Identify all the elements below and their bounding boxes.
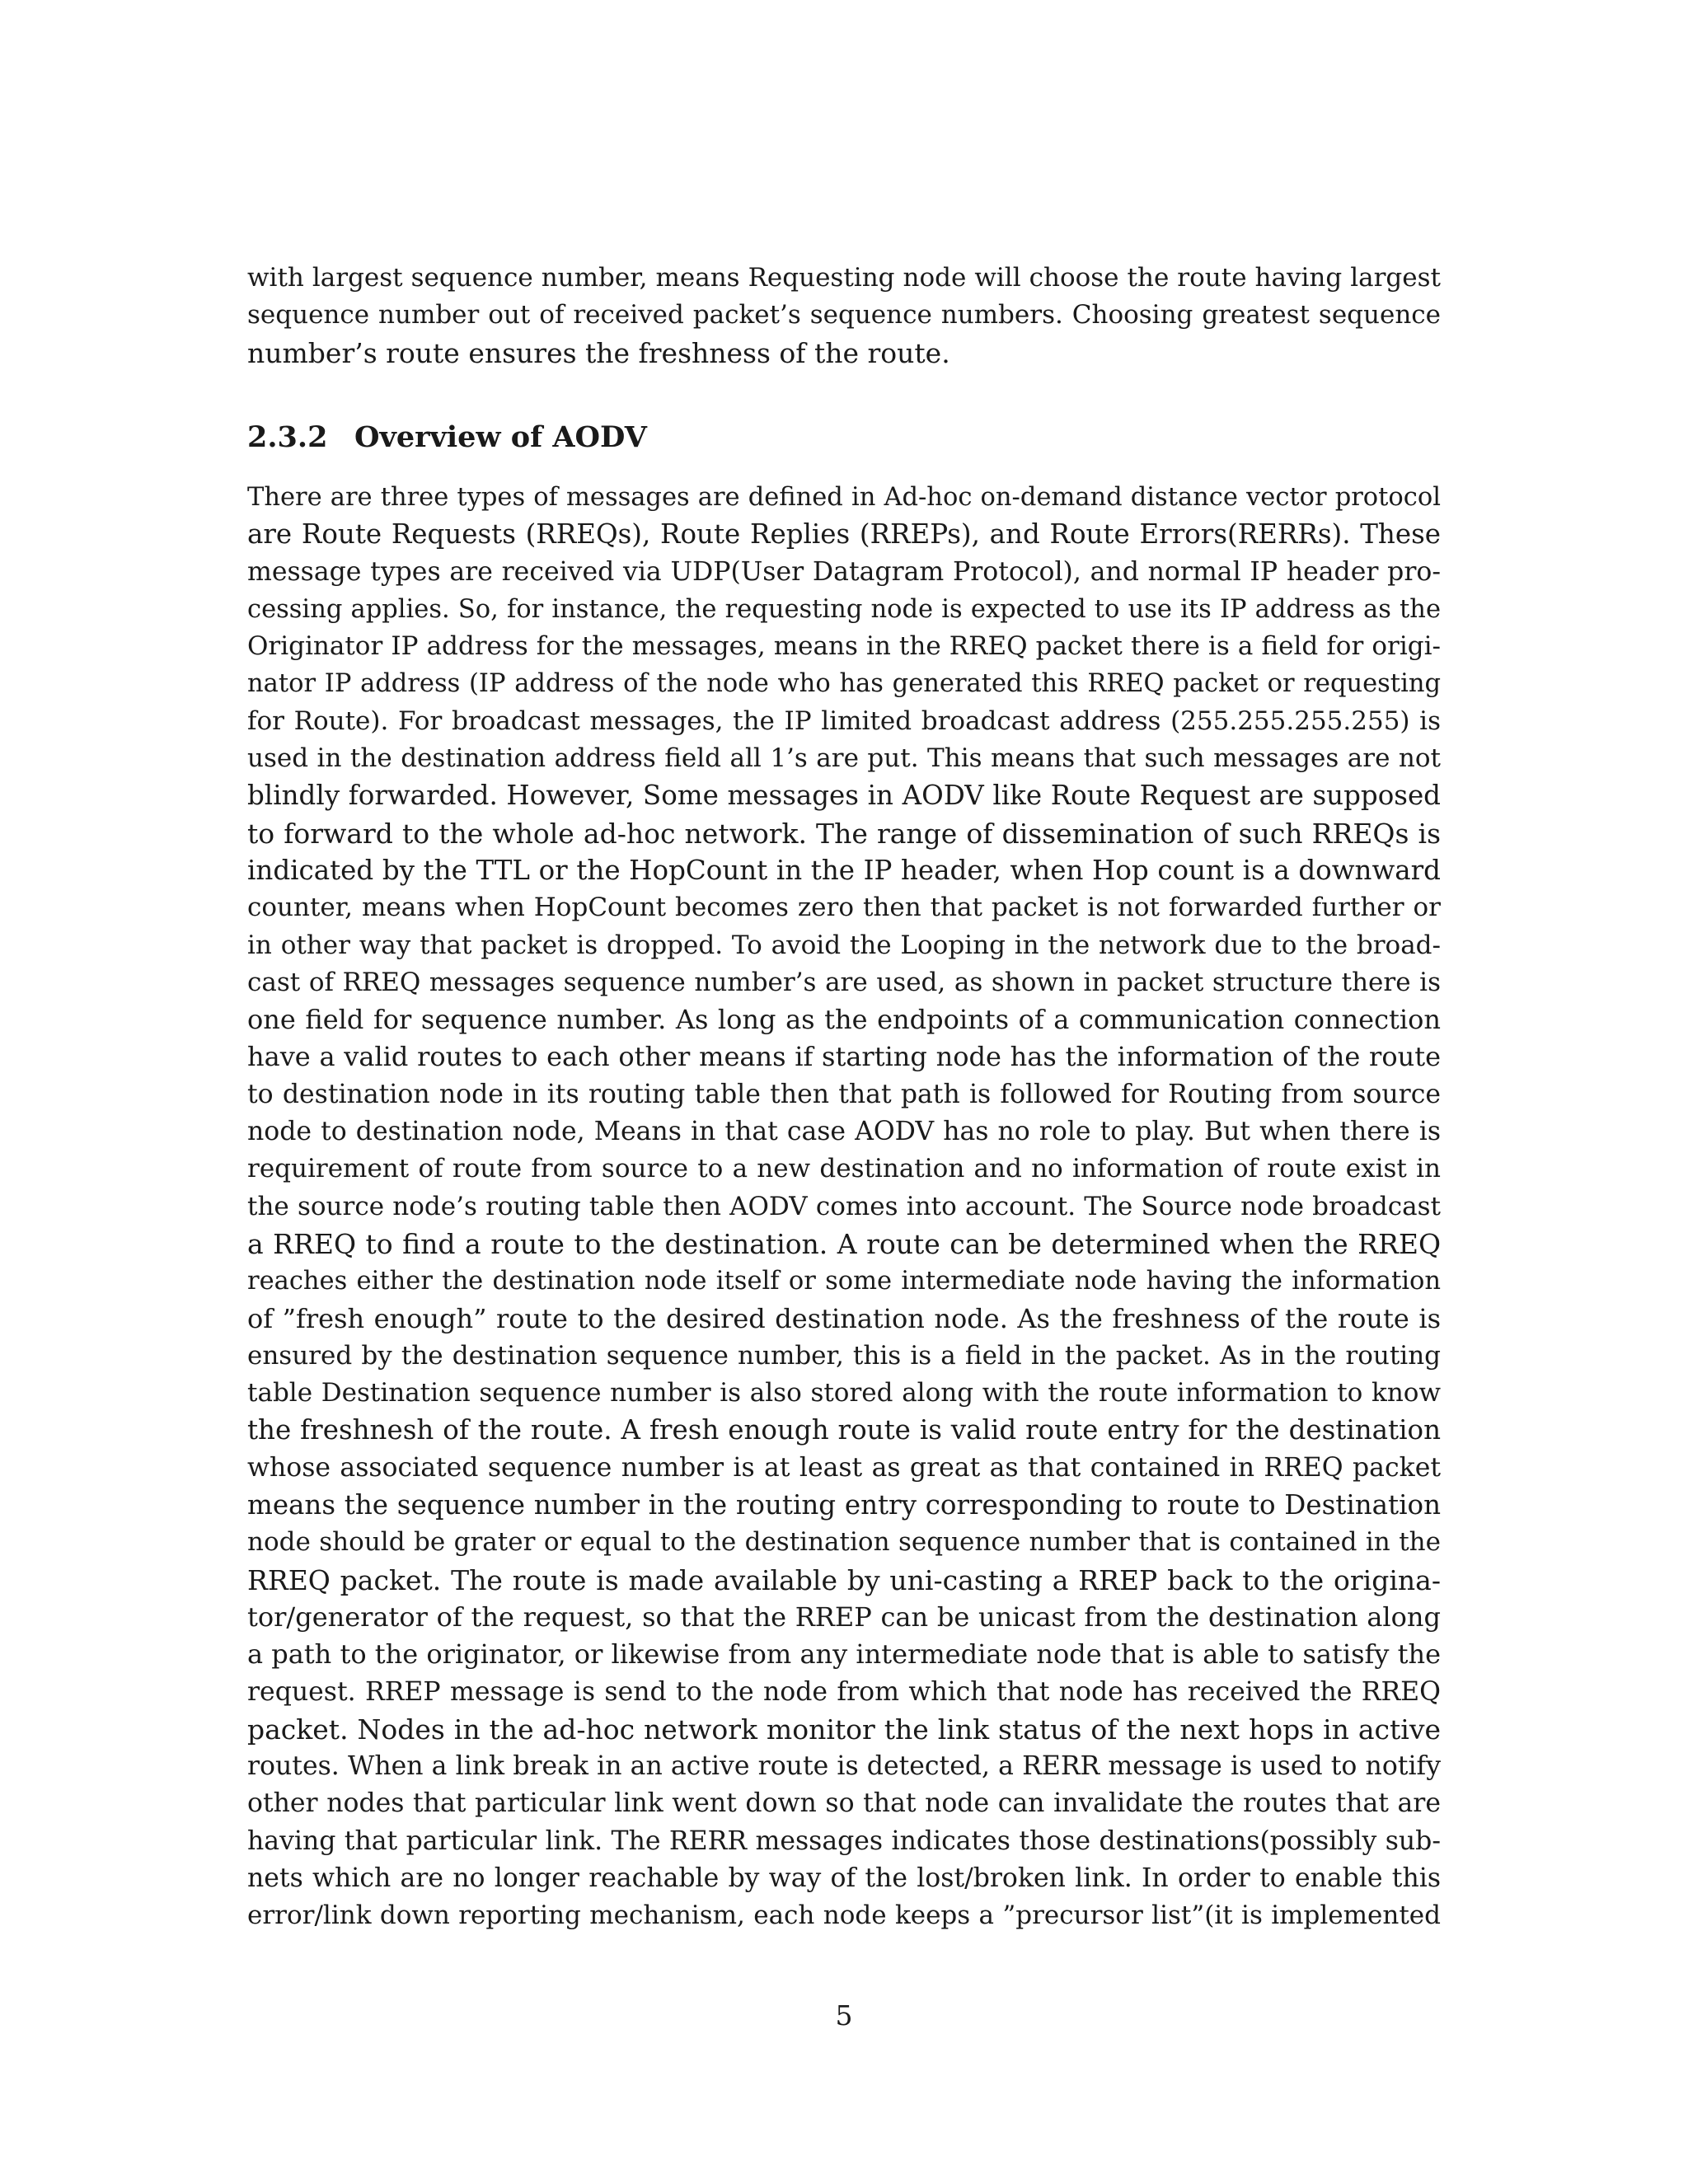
section-body-paragraph (247, 479, 1441, 1935)
text-line: to forward to the whole ad-hoc network. The range of dissemination of such RREQs is (247, 817, 1441, 850)
text-line: Originator IP address for the messages, means in the RREQ packet there is a field for origi- (247, 631, 1441, 662)
text-line: used in the destination address field all 1’s are put. This means that such messages are not (247, 743, 1441, 774)
text-line: requirement of route from source to a new destination and no information of route exist in (247, 1154, 1441, 1184)
section-number: 2.3.2 (247, 420, 328, 454)
text-line: cast of RREQ messages sequence number’s are used, as shown in packet structure there is (247, 967, 1441, 997)
text-line: There are three types of messages are defined in Ad-hoc on-demand distance vector protocol (247, 483, 1441, 512)
text-line: cessing applies. So, for instance, the requesting node is expected to use its IP address as the (247, 594, 1441, 624)
text-line: node should be grater or equal to the destination sequence number that is contained in the (247, 1527, 1441, 1558)
text-line: request. RREP message is send to the node from which that node has received the RREQ (247, 1676, 1441, 1707)
text-line: message types are received via UDP(User Datagram Protocol), and normal IP header pro- (247, 556, 1441, 587)
text-line: ensured by the destination sequence number, this is a field in the packet. As in the routing (247, 1340, 1441, 1371)
text-line: node to destination node, Means in that case AODV has no role to play. But when there is (247, 1117, 1441, 1147)
text-line: indicated by the TTL or the HopCount in the IP header, when Hop count is a downward (247, 854, 1441, 886)
text-line: number’s route ensures the freshness of the route. (247, 336, 950, 369)
text-line: for Route). For broadcast messages, the IP limited broadcast address (255.255.255.255) is (247, 705, 1441, 736)
text-line: with largest sequence number, means Requesting node will choose the route having largest (247, 263, 1441, 293)
text-line: blindly forwarded. However, Some messages in AODV like Route Request are supposed (247, 780, 1441, 812)
text-line: routes. When a link break in an active route is detected, a RERR message is used to notify (247, 1751, 1441, 1782)
text-line: of ”fresh enough” route to the desired destination node. As the freshness of the route is (247, 1302, 1441, 1334)
text-line: are Route Requests (RREQs), Route Replies (RREPs), and Route Errors(RERRs). These (247, 518, 1441, 551)
text-line: have a valid routes to each other means if starting node has the information of the route (247, 1041, 1441, 1073)
text-line: reaches either the destination node itself or some intermediate node having the information (247, 1267, 1441, 1296)
text-line: the freshnesh of the route. A fresh enough route is valid route entry for the destination (247, 1414, 1441, 1446)
text-line: error/link down reporting mechanism, each node keeps a ”precursor list”(it is implemented (247, 1900, 1441, 1931)
text-line: a path to the originator, or likewise from any intermediate node that is able to satisfy the (247, 1638, 1441, 1671)
text-line: means the sequence number in the routing entry corresponding to route to Destination (247, 1489, 1441, 1521)
text-line: nator IP address (IP address of the node who has generated this RREQ packet or requesting (247, 669, 1441, 699)
text-line: a RREQ to find a route to the destination. A route can be determined when the RREQ (247, 1227, 1441, 1260)
page-number: 5 (835, 1999, 853, 2032)
text-line: nets which are no longer reachable by way of the lost/broken link. In order to enable this (247, 1863, 1441, 1893)
text-line: one field for sequence number. As long as the endpoints of a communication connection (247, 1004, 1441, 1036)
text-line: to destination node in its routing table then that path is followed for Routing from source (247, 1079, 1441, 1109)
text-line: whose associated sequence number is at least as great as that contained in RREQ packet (247, 1452, 1441, 1483)
text-line: table Destination sequence number is also stored along with the route information to know (247, 1378, 1441, 1408)
text-line: sequence number out of received packet’s sequence numbers. Choosing greatest sequence (247, 300, 1441, 330)
text-line: in other way that packet is dropped. To avoid the Looping in the network due to the broad- (247, 930, 1441, 960)
text-line: other nodes that particular link went down so that node can invalidate the routes that are (247, 1788, 1441, 1819)
section-heading (247, 418, 1441, 457)
paragraph-continuation (247, 260, 1441, 372)
text-line: counter, means when HopCount becomes zero then that packet is not forwarded further or (247, 893, 1441, 923)
text-line: the source node’s routing table then AODV comes into account. The Source node broadcast (247, 1191, 1441, 1221)
text-line: packet. Nodes in the ad-hoc network monitor the link status of the next hops in active (247, 1713, 1441, 1746)
text-line: RREQ packet. The route is made available by uni-casting a RREP back to the origina- (247, 1563, 1441, 1596)
text-line: tor/generator of the request, so that the RREP can be unicast from the destination along (247, 1601, 1441, 1633)
text-line: having that particular link. The RERR messages indicates those destinations(possibly sub- (247, 1825, 1441, 1856)
section-title: Overview of AODV (354, 420, 647, 454)
